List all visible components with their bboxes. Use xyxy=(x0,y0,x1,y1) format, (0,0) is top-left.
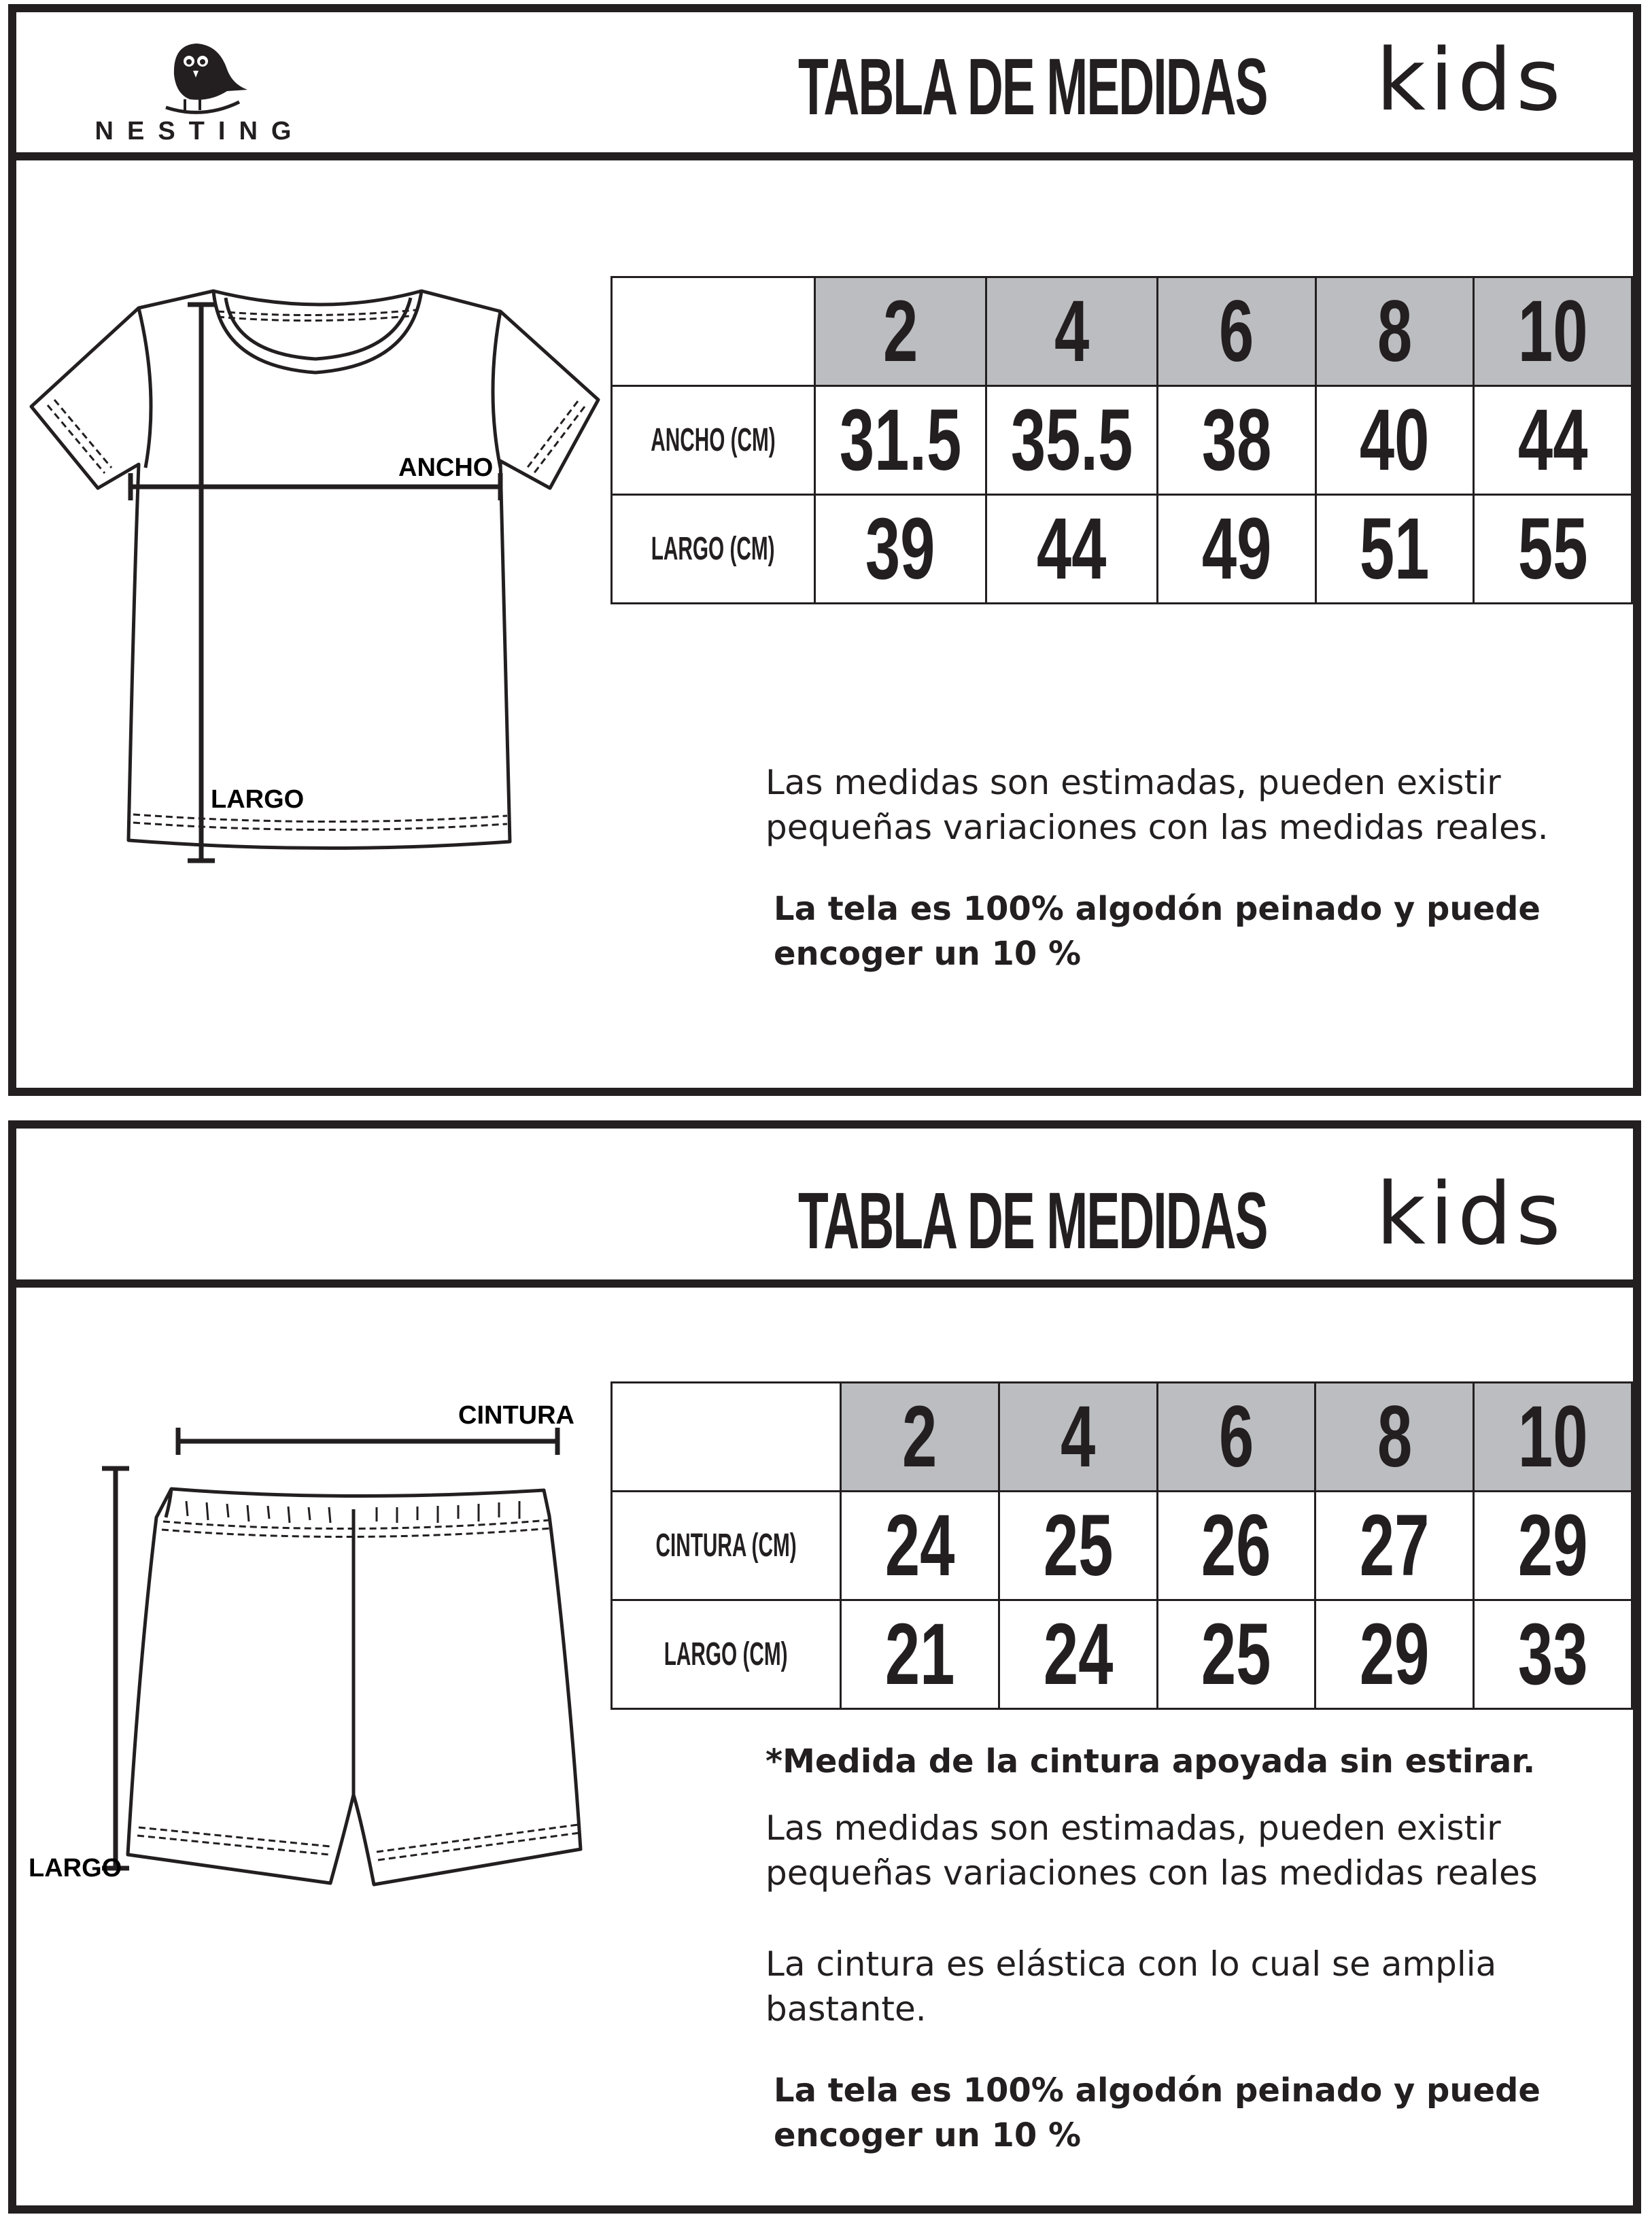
table-cell: 29 xyxy=(1474,1492,1632,1600)
title-suffix: kids xyxy=(1376,1164,1565,1264)
length-label: LARGO xyxy=(211,785,305,814)
tshirt-diagram xyxy=(16,271,601,869)
fabric-note: La tela es 100% algodón peinado y puede encoger un 10 % xyxy=(774,890,1541,973)
tshirt-size-panel xyxy=(8,4,1641,1096)
size-header-cell: 10 xyxy=(1474,277,1632,386)
size-header-row xyxy=(612,1383,1632,1492)
table-cell: 38 xyxy=(1158,386,1316,495)
row-label: LARGO (CM) xyxy=(612,495,815,604)
table-cell: 25 xyxy=(999,1492,1157,1600)
size-header-cell: 6 xyxy=(1157,1383,1315,1492)
table-cell: 55 xyxy=(1474,495,1632,604)
size-header-cell: 2 xyxy=(814,277,986,386)
table-cell: 33 xyxy=(1474,1600,1632,1709)
brand-logo xyxy=(64,37,336,152)
size-header-cell: 10 xyxy=(1474,1383,1632,1492)
size-header-cell: 6 xyxy=(1158,277,1316,386)
shorts-diagram xyxy=(16,1401,601,1917)
empty-corner-cell xyxy=(612,1383,841,1492)
table-cell: 44 xyxy=(986,495,1158,604)
title-suffix: kids xyxy=(1376,30,1565,130)
table-cell: 39 xyxy=(814,495,986,604)
estimate-note: Las medidas son estimadas, pueden existir pequeñas variaciones con las medidas reales xyxy=(765,1808,1538,1893)
table-cell: 44 xyxy=(1474,386,1632,495)
bird-on-branch-icon xyxy=(64,37,336,118)
header-divider xyxy=(16,152,1633,160)
elastic-note: La cintura es elástica con lo cual se amplia bastante. xyxy=(765,1944,1497,2029)
header-divider xyxy=(16,1279,1633,1288)
table-cell: 24 xyxy=(999,1600,1157,1709)
size-header-cell: 8 xyxy=(1315,1383,1474,1492)
table-cell: 40 xyxy=(1315,386,1474,495)
table-cell: 24 xyxy=(841,1492,999,1600)
fabric-note: La tela es 100% algodón peinado y puede encoger un 10 % xyxy=(774,2071,1541,2154)
table-cell: 49 xyxy=(1158,495,1316,604)
table-cell: 25 xyxy=(1157,1600,1315,1709)
row-label: LARGO (CM) xyxy=(612,1600,841,1709)
width-label: ANCHO xyxy=(398,453,494,482)
title-main: TABLA DE MEDIDAS xyxy=(798,42,1267,132)
table-row xyxy=(612,1600,1632,1709)
size-header-row xyxy=(612,277,1632,386)
shorts-size-table xyxy=(610,1381,1633,1710)
table-row xyxy=(612,386,1632,495)
length-label: LARGO xyxy=(29,1854,122,1882)
row-label: ANCHO (CM) xyxy=(612,386,815,495)
row-label: CINTURA (CM) xyxy=(612,1492,841,1600)
waist-footnote: *Medida de la cintura apoyada sin estirar. xyxy=(765,1742,1536,1781)
page-title xyxy=(778,24,1621,140)
size-header-cell: 2 xyxy=(841,1383,999,1492)
estimate-note: Las medidas son estimadas, pueden existir pequeñas variaciones con las medidas reales. xyxy=(765,763,1549,847)
table-cell: 29 xyxy=(1315,1600,1474,1709)
title-main: TABLA DE MEDIDAS xyxy=(798,1176,1267,1266)
table-row xyxy=(612,495,1632,604)
table-cell: 27 xyxy=(1315,1492,1474,1600)
empty-corner-cell xyxy=(612,277,815,386)
shorts-size-panel xyxy=(8,1120,1641,2214)
tshirt-size-table xyxy=(610,276,1633,604)
brand-name: NESTING xyxy=(94,117,305,145)
size-header-cell: 4 xyxy=(986,277,1158,386)
table-cell: 26 xyxy=(1157,1492,1315,1600)
page-title xyxy=(778,1158,1621,1274)
size-header-cell: 4 xyxy=(999,1383,1157,1492)
table-cell: 31.5 xyxy=(814,386,986,495)
waist-label: CINTURA xyxy=(458,1401,574,1430)
table-cell: 35.5 xyxy=(986,386,1158,495)
size-header-cell: 8 xyxy=(1315,277,1474,386)
table-cell: 51 xyxy=(1315,495,1474,604)
table-cell: 21 xyxy=(841,1600,999,1709)
table-row xyxy=(612,1492,1632,1600)
